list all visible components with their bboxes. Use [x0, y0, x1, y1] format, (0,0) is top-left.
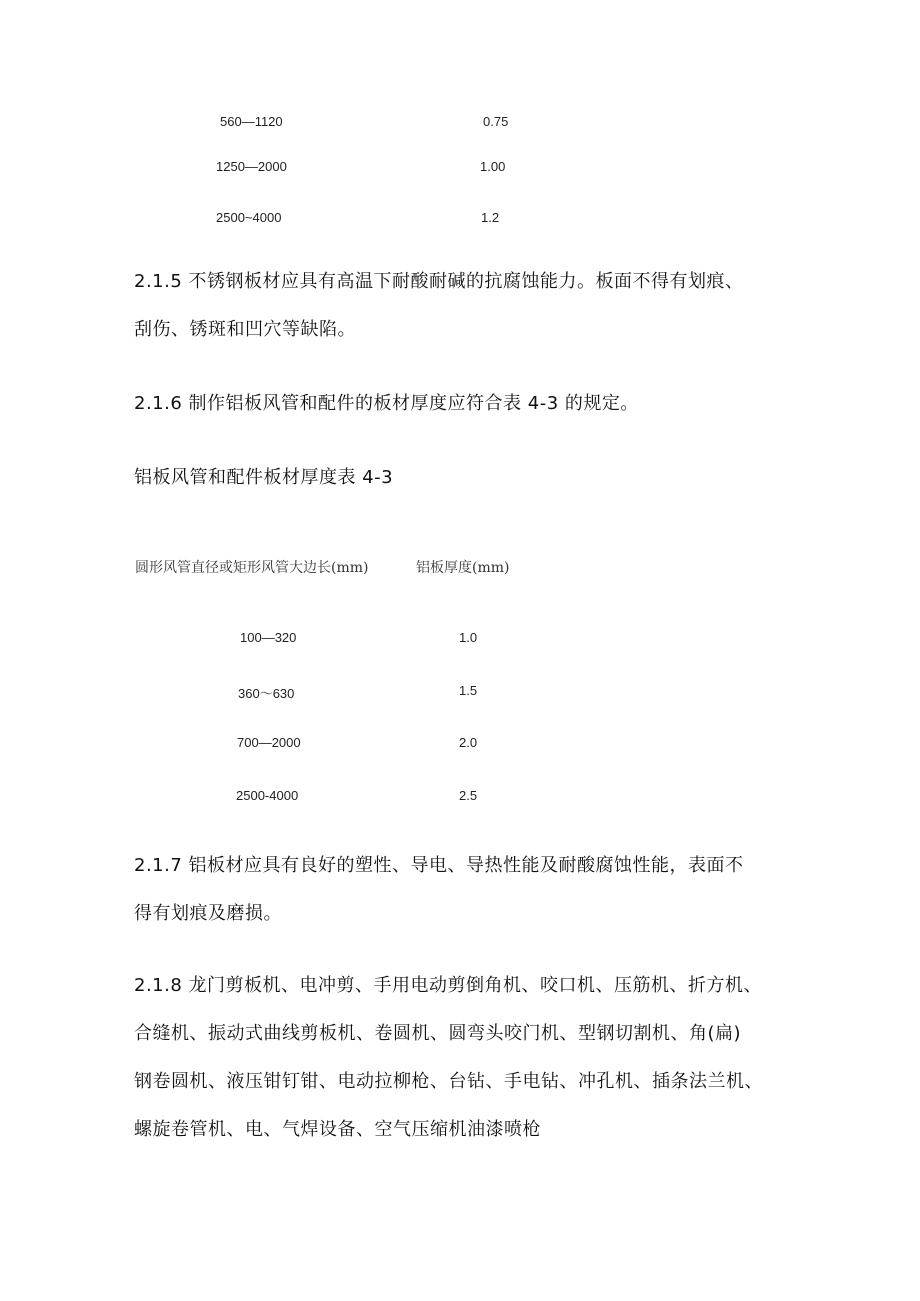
clause-line: 刮伤、锈斑和凹穴等缺陷。	[134, 319, 356, 340]
clause-line: 合缝机、振动式曲线剪板机、卷圆机、圆弯头咬门机、型钢切割机、角(扁)	[134, 1023, 742, 1044]
justified-char: 漆	[485, 1119, 504, 1140]
clause-line: 钢卷圆机、液压钳钉钳、电动拉柳枪、台钻、手电钻、冲孔机、插条法兰机、	[134, 1071, 763, 1092]
justified-char: 缩	[430, 1119, 449, 1140]
clause-2-1-8	[134, 962, 794, 1154]
justified-char: 旋	[152, 1119, 171, 1140]
table-header-thickness: 铝板厚度(mm)	[416, 560, 510, 576]
justified-char: 机	[208, 1119, 227, 1140]
justified-char: 卷	[171, 1119, 190, 1140]
clause-2-1-7	[134, 842, 794, 938]
justified-char: 备	[337, 1119, 356, 1140]
justified-char: 、	[226, 1119, 245, 1140]
justified-char: 气	[282, 1119, 301, 1140]
justified-char: 机	[448, 1119, 467, 1140]
table-thickness-cell: 1.5	[459, 683, 478, 698]
top-table-thickness-cell: 1.2	[481, 210, 500, 225]
table-size-cell: 2500-4000	[236, 788, 299, 803]
table-thickness-cell: 2.5	[459, 788, 478, 803]
top-table-size-cell: 1250—2000	[216, 159, 287, 174]
table-size-cell: 360～630	[238, 686, 295, 701]
clause-2-1-5	[134, 258, 794, 354]
clause-line: 得有划痕及磨损。	[134, 903, 282, 924]
table-caption: 铝板风管和配件板材厚度表 4-3	[134, 467, 394, 488]
table-size-cell: 100—320	[240, 630, 297, 645]
justified-char: 气	[393, 1119, 412, 1140]
table-size-cell: 700—2000	[237, 735, 301, 750]
justified-char: 、	[263, 1119, 282, 1140]
table-header-size	[135, 557, 368, 577]
justified-char: 枪	[522, 1119, 541, 1140]
justified-char: 喷	[504, 1119, 523, 1140]
top-table-thickness-cell: 0.75	[483, 114, 509, 129]
clause-2-1-6	[134, 380, 794, 428]
justified-char: 管	[189, 1119, 208, 1140]
justified-char: 油	[467, 1119, 486, 1140]
clause-line: 2.1.7 铝板材应具有良好的塑性、导电、导热性能及耐酸腐蚀性能，表面不	[134, 855, 744, 876]
clause-line: 2.1.6 制作铝板风管和配件的板材厚度应符合表 4-3 的规定。	[134, 393, 639, 414]
table-thickness-cell: 2.0	[459, 735, 478, 750]
header-size-label: 圆形风管直径或矩形风管大边长(mm)	[135, 560, 369, 576]
justified-char: 设	[319, 1119, 338, 1140]
justified-char: 、	[356, 1119, 375, 1140]
justified-char: 焊	[300, 1119, 319, 1140]
justified-char: 螺	[134, 1119, 153, 1140]
clause-line: 2.1.5 不锈钢板材应具有高温下耐酸耐碱的抗腐蚀能力。板面不得有划痕、	[134, 271, 744, 292]
top-table-size-cell: 560—1120	[220, 114, 283, 129]
justified-char: 压	[411, 1119, 430, 1140]
clause-line: 2.1.8 龙门剪板机、电冲剪、手用电动剪倒角机、咬口机、压筋机、折方机、	[134, 975, 763, 996]
top-table-thickness-cell: 1.00	[480, 159, 506, 174]
justified-char: 电	[245, 1119, 264, 1140]
top-table-size-cell: 2500~4000	[216, 210, 282, 225]
clause-line-justified	[134, 1106, 790, 1154]
table-thickness-cell: 1.0	[459, 630, 478, 645]
justified-char: 空	[374, 1119, 393, 1140]
